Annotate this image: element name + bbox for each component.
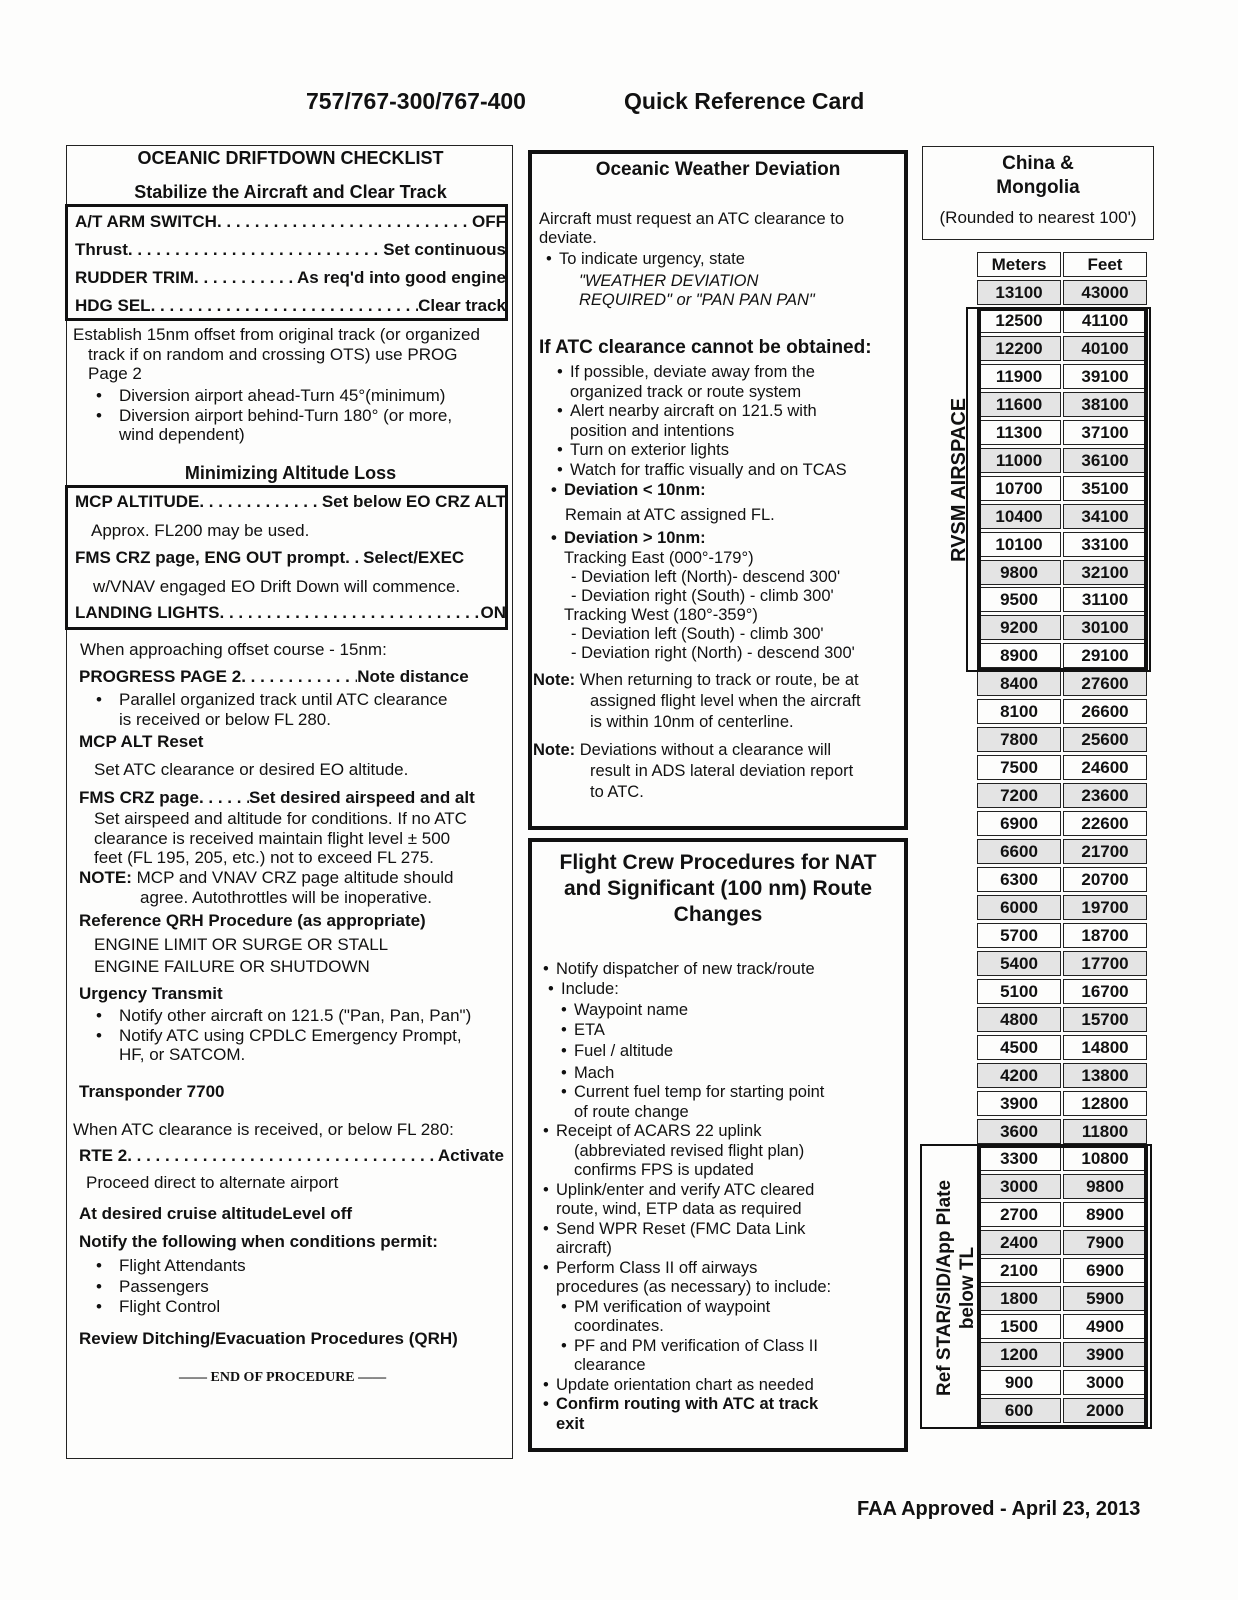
feet-cell: 11800 xyxy=(1063,1119,1147,1144)
feet-cell: 41100 xyxy=(1063,308,1147,333)
section-stabilize: Stabilize the Aircraft and Clear Track xyxy=(134,182,447,202)
meters-cell: 12500 xyxy=(977,308,1061,333)
feet-cell: 33100 xyxy=(1063,532,1147,557)
meters-cell: 11600 xyxy=(977,392,1061,417)
meters-cell: 7500 xyxy=(977,755,1061,780)
meters-cell: 900 xyxy=(977,1370,1061,1395)
feet-cell: 39100 xyxy=(1063,364,1147,389)
feet-cell: 24600 xyxy=(1063,755,1147,780)
feet-cell: 35100 xyxy=(1063,476,1147,501)
card-title: Quick Reference Card xyxy=(624,88,865,114)
feet-cell: 20700 xyxy=(1063,867,1147,892)
feet-cell: 7900 xyxy=(1063,1230,1147,1255)
item-hdg-sel: HDG SEL . . . Clear track xyxy=(75,296,506,316)
item-rudder-trim: RUDDER TRIM . . . As req'd into good engine xyxy=(75,268,506,288)
notify-bullets: • Flight Attendants • Passengers • Flight Control xyxy=(79,1256,246,1318)
meters-cell: 4200 xyxy=(977,1063,1061,1088)
cruise-level-off: At desired cruise altitudeLevel off xyxy=(79,1204,353,1223)
feet-cell: 26600 xyxy=(1063,699,1147,724)
meters-cell: 600 xyxy=(977,1398,1061,1423)
feet-cell: 43000 xyxy=(1063,280,1147,305)
feet-cell: 10800 xyxy=(1063,1146,1147,1171)
feet-cell: 8900 xyxy=(1063,1202,1147,1227)
item-landing-lights: LANDING LIGHTS . . . ON xyxy=(75,603,506,623)
meters-cell: 7800 xyxy=(977,727,1061,752)
faa-approved: FAA Approved - April 23, 2013 xyxy=(857,1498,1141,1520)
owd-cannot-obtain: If ATC clearance cannot be obtained: xyxy=(539,337,872,358)
owd-urgency: • To indicate urgency, state xyxy=(559,250,745,270)
rvsm-table-border xyxy=(977,307,1148,672)
china-title: China & Mongolia xyxy=(996,153,1080,198)
item-at-arm: A/T ARM SWITCH . . . OFF xyxy=(75,212,506,232)
meters-cell: 9800 xyxy=(977,560,1061,585)
meters-cell: 10700 xyxy=(977,476,1061,501)
mcp-vnav-note: NOTE: MCP and VNAV CRZ page altitude should agree. Autothrottles will be inoperative. xyxy=(79,868,454,907)
item-thrust: Thrust . . . Set continuous xyxy=(75,240,506,260)
qrh-procedures: ENGINE LIMIT OR SURGE OR STALL ENGINE FAILURE OR SHUTDOWN xyxy=(94,935,389,976)
feet-cell: 23600 xyxy=(1063,783,1147,808)
feet-cell: 4900 xyxy=(1063,1314,1147,1339)
meters-cell: 4500 xyxy=(977,1035,1061,1060)
meters-cell: 11000 xyxy=(977,448,1061,473)
feet-cell: 21700 xyxy=(1063,839,1147,864)
meters-cell: 1800 xyxy=(977,1286,1061,1311)
urgency-transmit: Urgency Transmit xyxy=(79,984,223,1003)
feet-cell: 37100 xyxy=(1063,420,1147,445)
meters-cell: 2700 xyxy=(977,1202,1061,1227)
end-of-procedure: —— END OF PROCEDURE —— xyxy=(179,1370,387,1385)
star-sid-label: Ref STAR/SID/App Plate below TL xyxy=(934,1179,978,1397)
meters-cell: 6600 xyxy=(977,839,1061,864)
fms2-text: Set airspeed and altitude for conditions. If no ATC clearance is received maintain flight level ± 500 feet (FL 195, 205, etc.) not to exceed FL 275. xyxy=(94,809,467,867)
feet-cell: 18700 xyxy=(1063,923,1147,948)
item-fms-crz: FMS CRZ page, ENG OUT prompt . . . Select/EXEC xyxy=(75,548,506,568)
feet-cell: 13800 xyxy=(1063,1063,1147,1088)
feet-cell: 3900 xyxy=(1063,1342,1147,1367)
feet-cell: 5900 xyxy=(1063,1286,1147,1311)
meters-cell: 1200 xyxy=(977,1342,1061,1367)
meters-cell: 4800 xyxy=(977,1007,1061,1032)
item-progress-page: PROGRESS PAGE 2 . . . Note distance xyxy=(79,667,500,687)
meters-cell: 3600 xyxy=(977,1119,1061,1144)
feet-cell: 14800 xyxy=(1063,1035,1147,1060)
owd-phrase: "WEATHER DEVIATION REQUIRED" or "PAN PAN PAN" xyxy=(579,272,815,309)
feet-cell: 32100 xyxy=(1063,560,1147,585)
feet-cell: 38100 xyxy=(1063,392,1147,417)
meters-cell: 9200 xyxy=(977,615,1061,640)
meters-cell: 8100 xyxy=(977,699,1061,724)
mcp-alt-reset: MCP ALT Reset xyxy=(79,732,204,751)
checklist-title: OCEANIC DRIFTDOWN CHECKLIST xyxy=(137,148,444,168)
qrh-heading: Reference QRH Procedure (as appropriate) xyxy=(79,911,426,930)
feet-cell: 12800 xyxy=(1063,1091,1147,1116)
meters-cell: 5700 xyxy=(977,923,1061,948)
meters-cell: 12200 xyxy=(977,336,1061,361)
card-model: 757/767-300/767-400 xyxy=(306,88,526,114)
mcp-reset-note: Set ATC clearance or desired EO altitude. xyxy=(94,760,409,779)
star-table-border xyxy=(977,1144,1148,1429)
progress-bullet: • Parallel organized track until ATC clearance is received or below FL 280. xyxy=(79,690,448,729)
feet-cell: 31100 xyxy=(1063,587,1147,612)
feet-cell: 36100 xyxy=(1063,448,1147,473)
header-meters: Meters xyxy=(977,252,1061,277)
meters-cell: 11300 xyxy=(977,420,1061,445)
item-mcp-altitude: MCP ALTITUDE . . . Set below EO CRZ ALT xyxy=(75,492,506,512)
feet-cell: 22600 xyxy=(1063,811,1147,836)
meters-cell: 2400 xyxy=(977,1230,1061,1255)
item-fms-crz-page: FMS CRZ page . . . Set desired airspeed and alt xyxy=(79,788,506,808)
item-rte2: RTE 2 . . . Activate xyxy=(79,1146,504,1166)
feet-cell: 40100 xyxy=(1063,336,1147,361)
owd-bullets: • If possible, deviate away from the organized track or route system • Alert nearby aircraft on 121.5 with position and intentions • Turn on exterior lights • Watch for traffic visually and on TCAS xyxy=(570,363,847,480)
meters-cell: 3300 xyxy=(977,1146,1061,1171)
feet-cell: 27600 xyxy=(1063,671,1147,696)
meters-cell: 6900 xyxy=(977,811,1061,836)
feet-cell: 15700 xyxy=(1063,1007,1147,1032)
meters-cell: 10100 xyxy=(977,532,1061,557)
fcp-items: • Notify dispatcher of new track/route • Include: • Waypoint name • ETA • Fuel / altitude • Mach • Current fuel temp for starting point of route change • Receipt of ACARS 22 uplink (abbreviated revised flight plan) confirms FPS is updated • Uplink/enter and verify ATC cleared route, wind, ETP data as required • Send WPR Reset (FMC Data Link aircraft) • Perform Class II off airways procedures (as necessary) to include: • PM verification of waypoint coordinates. • PF and PM verification of Class II clearance • Update orientation chart as needed • Confirm routing with ATC at track exit xyxy=(556,960,831,1434)
offset-text: Establish 15nm offset from original track (or organized track if on random and crossing OTS) use PROG Page 2 xyxy=(73,325,480,383)
meters-cell: 1500 xyxy=(977,1314,1061,1339)
feet-cell: 29100 xyxy=(1063,643,1147,668)
meters-cell: 5100 xyxy=(977,979,1061,1004)
feet-cell: 9800 xyxy=(1063,1174,1147,1199)
owd-dev-lt-text: Remain at ATC assigned FL. xyxy=(565,506,775,524)
offset-bullets: • Diversion airport ahead-Turn 45°(minimum) • Diversion airport behind-Turn 180° (or more, wind dependent) xyxy=(79,386,452,445)
owd-dev-gt: • Deviation > 10nm: xyxy=(564,529,706,549)
feet-cell: 17700 xyxy=(1063,951,1147,976)
feet-cell: 30100 xyxy=(1063,615,1147,640)
header-feet: Feet xyxy=(1063,252,1147,277)
approach-text: When approaching offset course - 15nm: xyxy=(80,640,387,659)
oceanic-weather-deviation xyxy=(528,150,908,830)
transponder: Transponder 7700 xyxy=(79,1082,225,1101)
fms-note: w/VNAV engaged EO Drift Down will commence. xyxy=(93,577,461,596)
feet-cell: 6900 xyxy=(1063,1258,1147,1283)
feet-cell: 34100 xyxy=(1063,504,1147,529)
when-atc-text: When ATC clearance is received, or below FL 280: xyxy=(73,1120,454,1139)
china-subtitle: (Rounded to nearest 100') xyxy=(939,208,1137,227)
flight-crew-procedures xyxy=(528,838,908,1452)
notify-heading: Notify the following when conditions permit: xyxy=(79,1232,438,1251)
meters-cell: 3000 xyxy=(977,1174,1061,1199)
owd-intro: Aircraft must request an ATC clearance to deviate. xyxy=(539,210,845,247)
meters-cell: 2100 xyxy=(977,1258,1061,1283)
meters-cell: 3900 xyxy=(977,1091,1061,1116)
meters-cell: 7200 xyxy=(977,783,1061,808)
owd-tracking: Tracking East (000°-179°) - Deviation left (North)- descend 300' - Deviation right (South) - climb 300' Tracking West (180°-359°) - Deviation left (South) - climb 300' - Deviation right (North) - descend 300' xyxy=(564,549,855,662)
meters-cell: 13100 xyxy=(977,280,1061,305)
proceed-text: Proceed direct to alternate airport xyxy=(86,1173,339,1192)
meters-cell: 9500 xyxy=(977,587,1061,612)
owd-note2: Note: Deviations without a clearance will result in ADS lateral deviation report to ATC. xyxy=(533,741,854,801)
mcp-alt-note: Approx. FL200 may be used. xyxy=(91,521,310,540)
feet-cell: 16700 xyxy=(1063,979,1147,1004)
owd-title: Oceanic Weather Deviation xyxy=(595,159,841,180)
section-minimizing: Minimizing Altitude Loss xyxy=(184,463,397,483)
feet-cell: 19700 xyxy=(1063,895,1147,920)
meters-cell: 8400 xyxy=(977,671,1061,696)
owd-dev-lt: • Deviation < 10nm: xyxy=(564,481,706,501)
meters-cell: 6000 xyxy=(977,895,1061,920)
meters-cell: 8900 xyxy=(977,643,1061,668)
meters-cell: 10400 xyxy=(977,504,1061,529)
feet-cell: 2000 xyxy=(1063,1398,1147,1423)
driftdown-checklist xyxy=(66,145,513,1459)
owd-note1: Note: When returning to track or route, be at assigned flight level when the aircraft is within 10nm of centerline. xyxy=(533,671,861,731)
review-ditching: Review Ditching/Evacuation Procedures (QRH) xyxy=(79,1329,458,1348)
feet-cell: 3000 xyxy=(1063,1370,1147,1395)
meters-cell: 11900 xyxy=(977,364,1061,389)
meters-cell: 6300 xyxy=(977,867,1061,892)
rvsm-airspace-label: RVSM AIRSPACE xyxy=(948,397,970,562)
china-mongolia-header xyxy=(922,146,1154,240)
urgency-bullets: • Notify other aircraft on 121.5 ("Pan, Pan, Pan") • Notify ATC using CPDLC Emergency Prompt, HF, or SATCOM. xyxy=(79,1006,471,1065)
fcp-title: Flight Crew Procedures for NAT and Significant (100 nm) Route Changes xyxy=(559,851,877,926)
meters-cell: 5400 xyxy=(977,951,1061,976)
feet-cell: 25600 xyxy=(1063,727,1147,752)
